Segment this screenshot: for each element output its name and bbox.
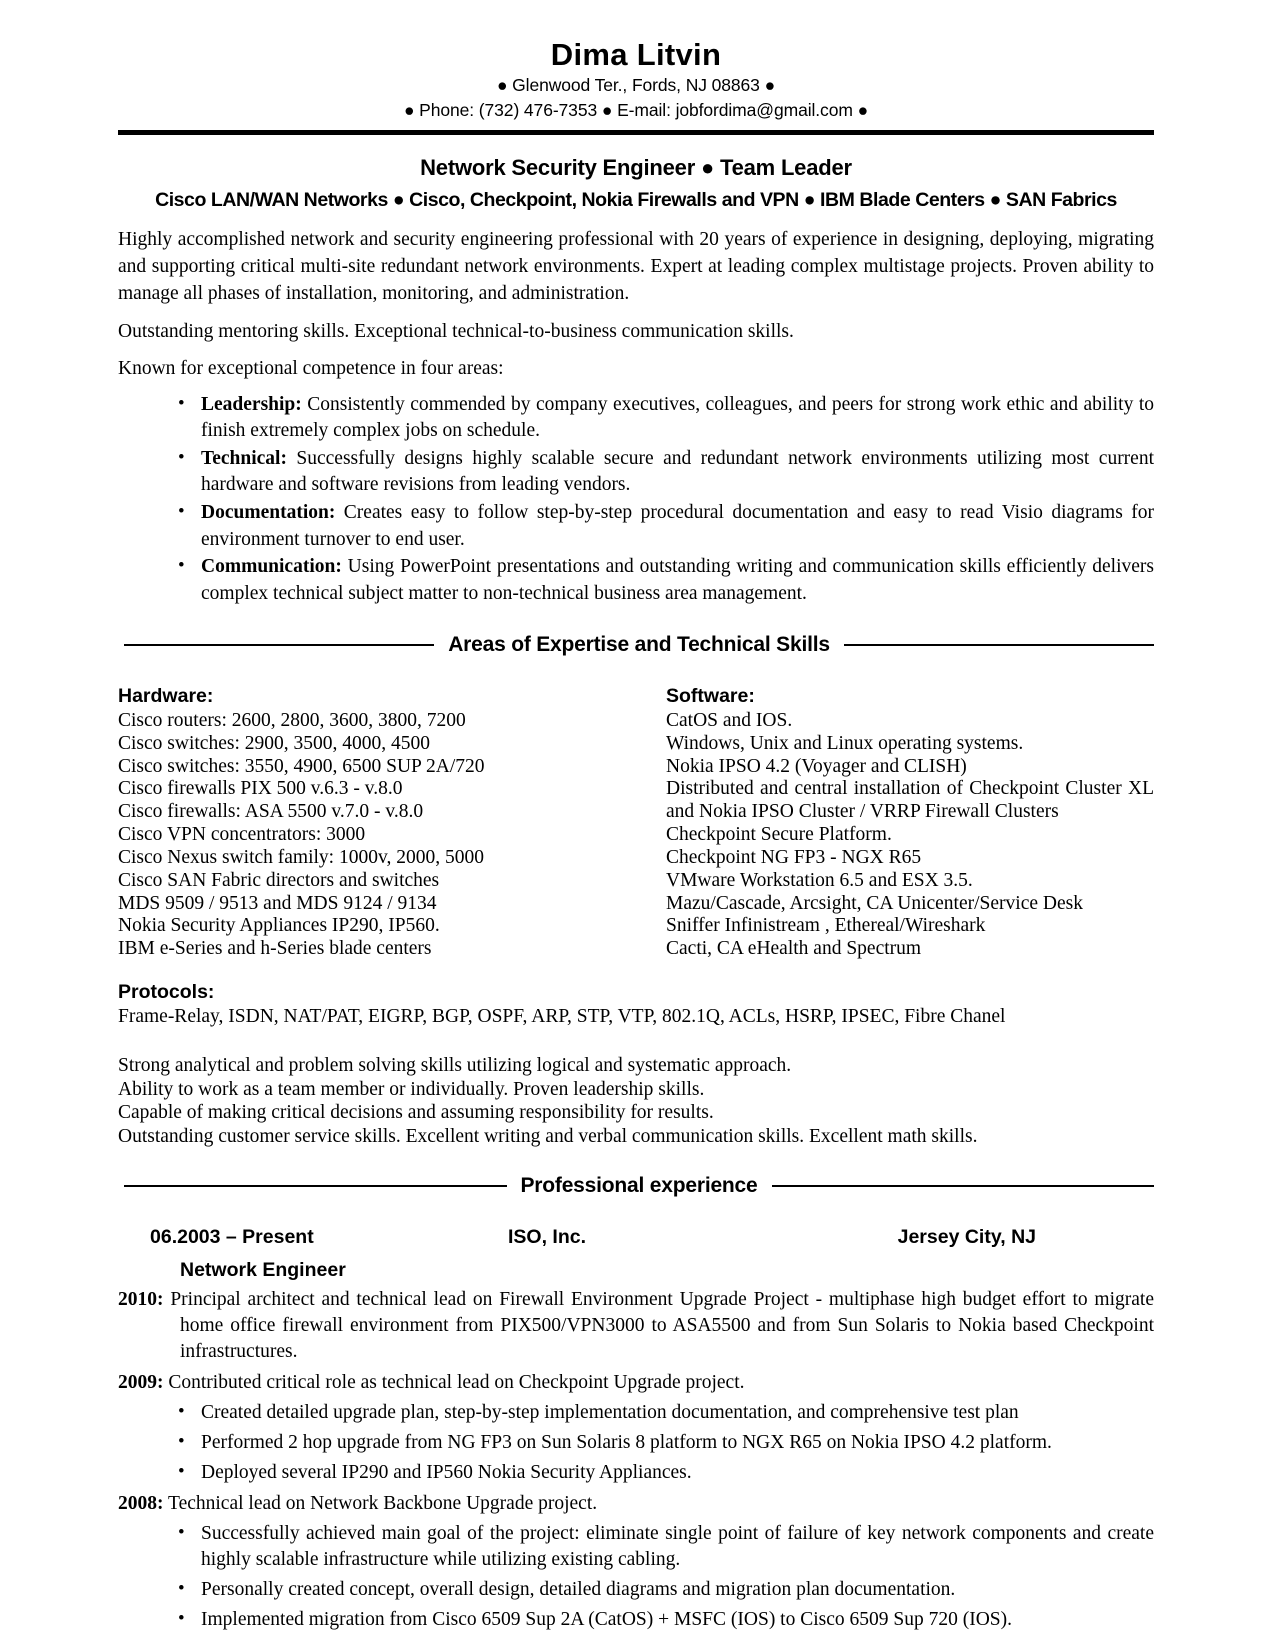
divider-rule-left	[124, 644, 434, 646]
skill-line: Cisco firewalls: ASA 5500 v.7.0 - v.8.0	[118, 801, 424, 823]
experience-entry	[118, 1226, 1154, 1633]
summary-paragraph: Highly accomplished network and security engineering professional with 20 years of experience in designing, deploying, migrating and supporting critical multi-site redundant network environments. Expert at leading complex multistage projects. Proven ability to manage all phases of installation, monitoring, and administration.	[118, 229, 1154, 304]
list-item: • Performed 2 hop upgrade from NG FP3 on Sun Solaris 8 platform to NGX R65 on Nokia IPSO 4.2 platform.	[176, 1430, 1154, 1456]
skill-line-wrapped: Distributed and central installation of Checkpoint Cluster XL and Nokia IPSO Cluster / VRRP Firewall Clusters	[666, 778, 1154, 823]
skill-line: Mazu/Cascade, Arcsight, CA Unicenter/Service Desk	[666, 892, 1083, 914]
section-header-expertise	[118, 633, 1154, 657]
mentoring-paragraph: Outstanding mentoring skills. Exceptional technical-to-business communication skills.	[118, 320, 794, 342]
skill-line: CatOS and IOS.	[666, 710, 793, 732]
protocols-block	[118, 981, 1154, 1028]
year-entry	[118, 1370, 1154, 1396]
experience-header-row	[118, 1226, 1154, 1249]
year-text: Technical lead on Network Backbone Upgrade project.	[163, 1493, 598, 1514]
job-role-title: Network Engineer	[180, 1258, 346, 1281]
list-item: • Deployed several IP290 and IP560 Nokia Security Appliances.	[176, 1460, 1154, 1486]
skills-columns	[118, 685, 1154, 961]
area-text: Creates easy to follow step-by-step procedural documentation and easy to read Visio diagrams for environment turnover to end user.	[201, 501, 1154, 550]
divider-rule-right	[772, 1185, 1155, 1187]
year-text: Principal architect and technical lead on Firewall Environment Upgrade Project - multiphase high budget effort to migrate home office firewall environment from PIX500/VPN3000 to ASA5500 and from Sun Solaris to Nokia based Checkpoint infrastructures.	[163, 1288, 1154, 1362]
resume-content	[118, 0, 1154, 1633]
skill-line: Cisco firewalls PIX 500 v.6.3 - v.8.0	[118, 778, 403, 800]
protocols-heading: Protocols:	[118, 980, 215, 1003]
area-text: Consistently commended by company executives, colleagues, and peers for strong work ethic and ability to finish extremely complex jobs on schedule.	[201, 393, 1154, 442]
statement-line: Ability to work as a team member or individually. Proven leadership skills.	[118, 1078, 705, 1100]
skill-line: Cacti, CA eHealth and Spectrum	[666, 938, 922, 960]
competence-areas-list	[118, 392, 1154, 607]
skill-line: Cisco routers: 2600, 2800, 3600, 3800, 7200	[118, 710, 466, 732]
skill-line: MDS 9509 / 9513 and MDS 9124 / 9134	[118, 892, 437, 914]
statement-line: Outstanding customer service skills. Excellent writing and verbal communication skills. Excellent math skills.	[118, 1125, 978, 1147]
skill-line: Sniffer Infinistream , Ethereal/Wireshark	[666, 915, 986, 937]
list-item: • Personally created concept, overall design, detailed diagrams and migration plan documentation.	[176, 1577, 1154, 1603]
section-header-experience	[118, 1174, 1154, 1198]
contact-line: ● Phone: (732) 476-7353 ● E-mail: jobfordima@gmail.com ●	[403, 99, 869, 120]
title-block	[118, 155, 1154, 212]
statement-line: Capable of making critical decisions and assuming responsibility for results.	[118, 1102, 714, 1124]
skill-line: Cisco switches: 2900, 3500, 4000, 4500	[118, 732, 430, 754]
skill-line: Cisco switches: 3550, 4900, 6500 SUP 2A/720	[118, 755, 485, 777]
area-label: Communication:	[201, 556, 342, 578]
divider-rule-left	[124, 1185, 507, 1187]
divider-rule-right	[844, 644, 1154, 646]
skill-line: Checkpoint NG FP3 - NGX R65	[666, 846, 922, 868]
skill-line: Checkpoint Secure Platform.	[666, 824, 892, 846]
summary-block	[118, 227, 1154, 383]
skill-line: Cisco SAN Fabric directors and switches	[118, 869, 440, 891]
list-item	[176, 500, 1154, 553]
achievement-list	[118, 1521, 1154, 1634]
statement-line: Strong analytical and problem solving skills utilizing logical and systematic approach.	[118, 1055, 792, 1077]
list-item: • Implemented migration from Cisco 6509 Sup 2A (CatOS) + MSFC (IOS) to Cisco 6509 Sup 720 (IOS).	[176, 1607, 1154, 1633]
year-entry	[118, 1287, 1154, 1365]
area-text: Successfully designs highly scalable secure and redundant network environments utilizing most current hardware and software revisions from leading vendors.	[201, 447, 1154, 496]
area-label: Documentation:	[201, 501, 336, 523]
year-label: 2008:	[118, 1493, 164, 1514]
skill-line: Nokia IPSO 4.2 (Voyager and CLISH)	[666, 755, 967, 777]
year-text: Contributed critical role as technical lead on Checkpoint Upgrade project.	[163, 1371, 745, 1393]
skill-line: Windows, Unix and Linux operating systems.	[666, 732, 1024, 754]
skill-line: VMware Workstation 6.5 and ESX 3.5.	[666, 869, 973, 891]
year-entry	[118, 1491, 1154, 1517]
list-item	[176, 554, 1154, 607]
employer-name: ISO, Inc.	[508, 1225, 587, 1248]
section-title: Professional experience	[520, 1173, 758, 1197]
software-heading: Software:	[666, 685, 755, 708]
area-text: Using PowerPoint presentations and outstanding writing and communication skills efficiently delivers complex technical subject matter to non-technical business area management.	[201, 556, 1154, 604]
year-label: 2010:	[118, 1288, 164, 1310]
area-label: Leadership:	[201, 393, 302, 415]
hardware-column	[118, 685, 666, 961]
skill-line: Nokia Security Appliances IP290, IP560.	[118, 915, 440, 937]
hardware-heading: Hardware:	[118, 685, 214, 708]
software-column	[666, 685, 1154, 961]
statements-block	[118, 1054, 1154, 1148]
section-title: Areas of Expertise and Technical Skills	[448, 633, 830, 657]
address-line: ● Glenwood Ter., Fords, NJ 08863 ●	[496, 74, 776, 95]
year-label: 2009:	[118, 1371, 164, 1393]
employment-dates: 06.2003 – Present	[150, 1225, 314, 1248]
known-for-lead: Known for exceptional competence in four areas:	[118, 358, 504, 380]
list-item	[176, 446, 1154, 499]
area-label: Technical:	[201, 447, 287, 469]
skill-line: Cisco VPN concentrators: 3000	[118, 824, 366, 846]
professional-title: Network Security Engineer ● Team Leader	[420, 155, 852, 181]
skill-line: IBM e-Series and h-Series blade centers	[118, 938, 432, 960]
employer-location: Jersey City, NJ	[897, 1225, 1036, 1248]
header-block	[118, 0, 1154, 135]
header-divider-rule	[118, 130, 1154, 135]
protocols-list: Frame-Relay, ISDN, NAT/PAT, EIGRP, BGP, OSPF, ARP, STP, VTP, 802.1Q, ACLs, HSRP, IPSEC, Fibre Chanel	[118, 1005, 1006, 1027]
list-item: • Created detailed upgrade plan, step-by-step implementation documentation, and comprehensive test plan	[176, 1400, 1154, 1426]
achievement-list	[118, 1400, 1154, 1486]
professional-subtitle: Cisco LAN/WAN Networks ● Cisco, Checkpoint, Nokia Firewalls and VPN ● IBM Blade Centers ● SAN Fabrics	[155, 189, 1117, 212]
list-item: • Successfully achieved main goal of the project: eliminate single point of failure of key network components and create highly scalable infrastructure while utilizing existing cabling.	[176, 1521, 1154, 1573]
list-item	[176, 392, 1154, 445]
candidate-name: Dima Litvin	[550, 37, 722, 72]
skill-line: Cisco Nexus switch family: 1000v, 2000, 5000	[118, 846, 484, 868]
